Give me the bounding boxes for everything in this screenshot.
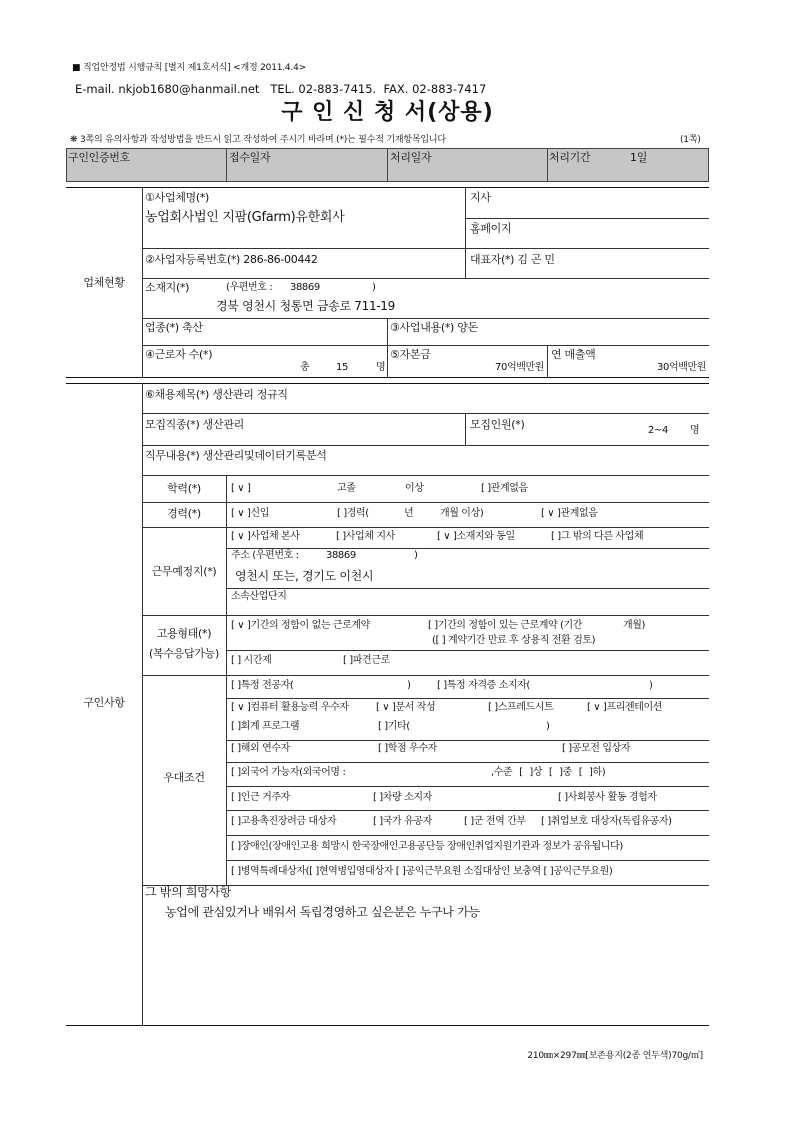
other-wishes-value: 농업에 관심있거나 배워서 독립경영하고 싶은분은 누구나 가능 [165,905,480,919]
workplace-option: [ ∨ ]사업체 본사 [231,531,300,542]
industry-type: 업종(*) 축산 [145,321,203,334]
preference-option: [ ]학점 우수자 [378,743,437,754]
preference-option: [ ]해외 연수자 [231,743,290,754]
workplace-label: 근무예정지(*) [151,565,217,578]
vertical-rule [387,149,388,181]
employment-type-label: 고용형태(*) [156,627,212,640]
preference-option: [ ]스프레드시트 [488,702,554,713]
workplace-option: [ ∨ ]소재지와 동일 [437,531,515,542]
education-level: 고졸 [337,483,356,494]
job-duties: 직무내용(*) 생산관리및데이터기록분석 [145,449,327,462]
horizontal-rule [142,248,709,249]
horizontal-rule [142,445,709,446]
homepage-label: 홈페이지 [470,222,512,235]
received-date-label: 접수일자 [229,151,271,164]
preference-option: [ ]고용촉진장려금 대상자 [231,816,337,827]
education-irrelevant-option: [ ]관계없음 [481,483,528,494]
postal-code-value: 38869 [290,282,320,293]
postal-code-close: ) [372,282,376,293]
other-wishes-label: 그 밖의 희망사항 [145,885,232,899]
preference-option: [ ]취업보호 대상자(독립유공자) [541,816,672,827]
section-bottom-rule [66,377,709,378]
career-months-unit: 개월 이상) [440,508,484,519]
workplace-postal-label: 주소 (우편번호 : [231,550,299,561]
industrial-complex-label: 소속산업단지 [231,591,287,602]
occupation: 모집직종(*) 생산관리 [145,418,244,431]
company-section-label: 업체현황 [83,276,125,289]
annual-sales-label: 연 매출액 [551,348,596,361]
headcount-unit: 명 [690,425,700,436]
preference-option: [ ]사회봉사 활동 경험자 [558,792,657,803]
vertical-rule [387,318,388,377]
preference-option: [ ]특정 전공자( [231,680,294,691]
company-address: 경북 영천시 청통면 금송로 711-19 [216,299,395,313]
headcount-label: 모집인원(*) [470,418,525,431]
permanent-contract-option: [ ∨ ]기간의 정함이 없는 근로계약 [231,620,370,631]
annual-sales-value: 30억백만원 [657,362,706,373]
preference-option: [ ]기타( [378,721,410,732]
horizontal-rule [142,318,709,319]
vertical-rule [226,149,227,181]
preference-option: [ ]병역특례대상자([ ]현역병입영대상자 [ ]공익근무요원 소집대상인 보충역 [ ]공익근무요원) [231,866,613,877]
conversion-review-option: ([ ] 계약기간 만료 후 상용직 전환 검토) [432,635,596,646]
part-time-option: [ ] 시간제 [231,655,272,666]
education-label: 학력(*) [167,482,201,495]
vertical-rule [547,345,548,377]
horizontal-rule [142,675,709,676]
education-checkbox: [ ∨ ] [231,483,251,494]
required-fields-notice: ❋ 3쪽의 유의사항과 작성방법을 반드시 읽고 작성하여 주시기 바라며 (*)는 필수적 기재항목입니다 [70,135,446,145]
form-title: 구 인 신 청 서(상용) [281,100,494,125]
preference-option: [ ]회계 프로그램 [231,721,300,732]
processing-period-label: 처리기간 [549,151,591,164]
horizontal-rule [142,615,709,616]
fixed-term-contract-option: [ ]기간의 정함이 있는 근로계약 (기간 [428,620,583,631]
preference-option: [ ]차량 소지자 [373,792,432,803]
horizontal-rule [226,860,709,861]
company-name-label: ①사업체명(*) [145,191,210,204]
regulation-reference: ■ 직업안정법 시행규칙 [별지 제1호서식] <개정 2011.4.4> [72,63,306,73]
career-newcomer-option: [ ∨ ]신입 [231,508,269,519]
fixed-term-months-unit: 개월) [623,620,646,631]
career-years-unit: 년 [404,508,414,519]
horizontal-rule [226,762,709,763]
employee-count-label: ④근로자 수(*) [145,348,213,361]
workplace-address: 영천시 또는, 경기도 이천시 [235,569,374,583]
vertical-rule [142,188,143,377]
contact-info: E-mail. nkjob1680@hanmail.net TEL. 02-883-7415. FAX. 02-883-7417 [75,82,487,96]
vertical-rule [465,413,466,445]
preference-option: [ ]인근 거주자 [231,792,290,803]
preference-option: [ ]장애인(장애인고용 희망시 한국장애인고용공단등 장애인취업지원기관과 정보가 공유됩니다) [231,841,623,852]
processing-period-value: 1일 [630,151,648,164]
preference-option: [ ]국가 유공자 [373,816,432,827]
horizontal-rule [142,345,709,346]
job-title: ⑥채용제목(*) 생산관리 정규직 [145,388,288,401]
vertical-rule [226,475,227,885]
preference-close: ) [546,721,550,732]
horizontal-rule [142,527,709,528]
preference-option: [ ∨ ]컴퓨터 활용능력 우수자 [231,702,349,713]
preferences-label: 우대조건 [163,771,205,784]
dispatch-option: [ ]파견근로 [343,655,390,666]
cert-number-label: 구인인증번호 [68,151,130,164]
language-level-options: ,수준 [ ]상 [ ]중 [ ]하) [491,767,606,778]
employee-count-unit: 명 [376,362,386,373]
form-bottom-rule [66,1025,709,1026]
horizontal-rule [142,475,709,476]
career-irrelevant-option: [ ∨ ]관계없음 [541,508,598,519]
horizontal-rule [465,218,709,219]
section-top-rule [66,187,709,188]
postal-code-label: (우편번호 : [226,282,273,293]
career-label: 경력(*) [167,507,201,520]
paper-spec-footer: 210㎜×297㎜[보존용지(2종 연두색)70g/㎡] [527,1051,703,1061]
processing-info-table [66,148,709,182]
vertical-rule [547,149,548,181]
horizontal-rule [226,810,709,811]
preference-option: [ ∨ ]프리젠테이션 [587,702,663,713]
horizontal-rule [226,786,709,787]
representative-name: 대표자(*) 김 곤 민 [470,253,555,266]
business-registration-number: ②사업자등록번호(*) 286-86-00442 [145,253,318,266]
preference-option: [ ]공모전 입상자 [562,743,631,754]
capital-label: ⑤자본금 [390,348,431,361]
preference-close: ) [407,680,411,691]
horizontal-rule [142,502,709,503]
branch-label: 지사 [470,191,491,204]
preference-option: [ ]특정 자격증 소지자( [437,680,530,691]
headcount-value: 2~4 [648,425,668,436]
horizontal-rule [226,835,709,836]
processed-date-label: 처리일자 [390,151,432,164]
company-name-value: 농업회사법인 지팜(Gfarm)유한회사 [145,210,345,225]
page-number: (1쪽) [680,135,701,145]
address-label: 소재지(*) [145,281,190,294]
employee-total-prefix: 총 [300,362,310,373]
preference-option: [ ]외국어 가능자(외국어명 : [231,767,346,778]
employee-count-value: 15 [336,362,348,373]
workplace-option: [ ]사업체 지사 [336,531,395,542]
horizontal-rule [142,413,709,414]
preference-option: [ ]군 전역 간부 [464,816,526,827]
horizontal-rule [226,698,709,699]
preference-option: [ ∨ ]문서 작성 [376,702,436,713]
section-top-rule [66,383,709,384]
horizontal-rule [226,740,709,741]
recruit-section-label: 구인사항 [83,696,125,709]
horizontal-rule [142,278,709,279]
vertical-rule [465,188,466,278]
horizontal-rule [226,588,709,589]
employment-type-sublabel: (복수응답가능) [149,647,219,660]
workplace-postal-code: 38869 [326,550,356,561]
vertical-rule [142,384,143,1025]
education-qualifier: 이상 [405,483,424,494]
capital-value: 70억백만원 [495,362,544,373]
preference-close: ) [649,680,653,691]
horizontal-rule [226,650,709,651]
workplace-postal-close: ) [414,550,418,561]
business-description: ③사업내용(*) 양돈 [390,321,478,334]
workplace-option: [ ]그 밖의 다른 사업체 [551,531,644,542]
career-experienced-option: [ ]경력( [337,508,369,519]
